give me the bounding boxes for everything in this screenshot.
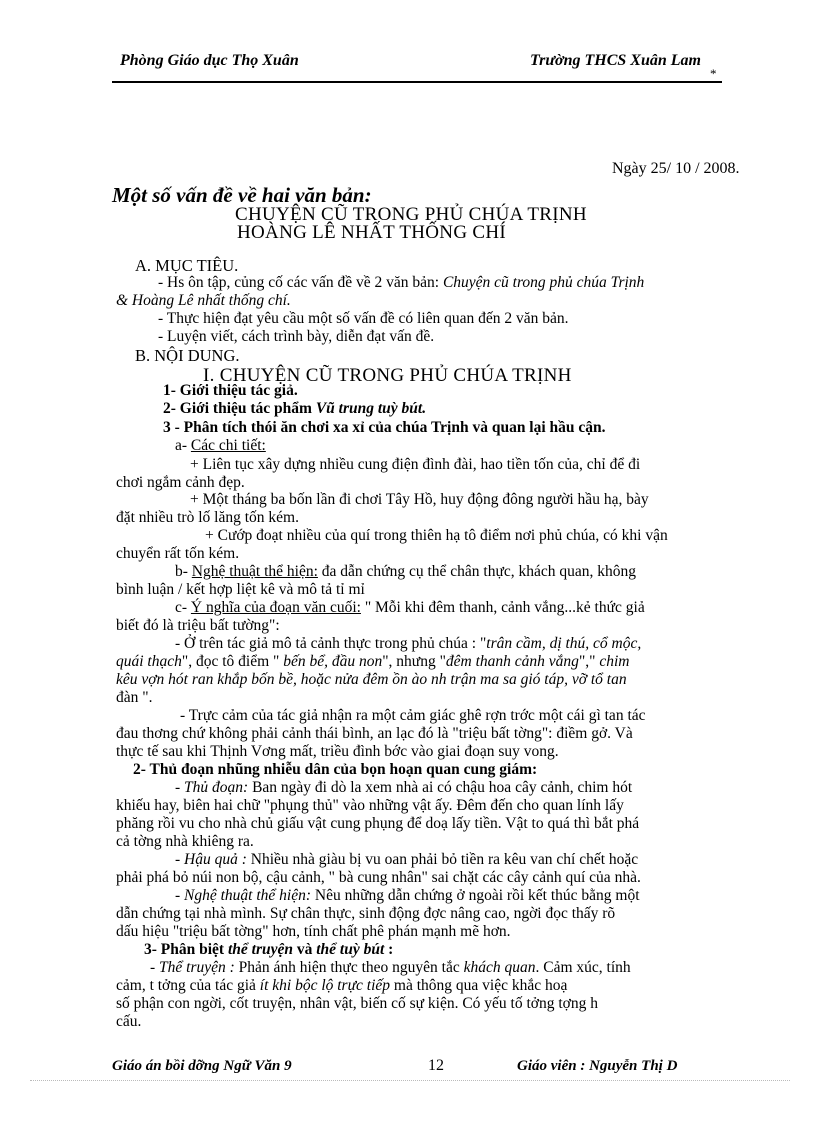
- footer-right: Giáo viên : Nguyễn Thị D: [517, 1058, 678, 1074]
- item-c-p2-line3: thực tế sau khi Thịnh Vơng mất, triều đình bớc vào giai đoạn suy vong.: [116, 743, 559, 760]
- header-rule: [112, 81, 722, 83]
- section-a-p1-cont: & Hoàng Lê nhất thống chí.: [116, 292, 291, 309]
- item-a-heading: a- Các chi tiết:: [175, 437, 266, 454]
- section-2-p2: - Hậu quả : Nhiều nhà giàu bị vu oan phải bỏ tiền ra kêu van chí chết hoặc: [175, 851, 639, 868]
- item-1: 1- Giới thiệu tác giả.: [163, 382, 298, 399]
- header-star: *: [710, 66, 717, 81]
- section-b-title: B. NỘI DUNG.: [135, 346, 240, 365]
- footer-dotted-rule: [30, 1080, 790, 1081]
- item-b-cont: bình luận / kết hợp liệt kê và mô tả tỉ mỉ: [116, 581, 365, 598]
- section-3-p1-line4: cấu.: [116, 1013, 142, 1030]
- date: Ngày 25/ 10 / 2008.: [612, 160, 740, 177]
- section-3-p1-line2: cảm, t tởng của tác giả ít khi bộc lộ trực tiếp mà thông qua việc khắc hoạ: [116, 977, 568, 994]
- footer-left: Giáo án bồi dỡng Ngữ Văn 9: [112, 1058, 292, 1074]
- item-c-heading: c- Ý nghĩa của đoạn văn cuối: " Mỗi khi đêm thanh, cảnh vắng...kẻ thức giả: [175, 599, 645, 616]
- item-b-heading: b- Nghệ thuật thể hiện: đa dẫn chứng cụ thể chân thực, khách quan, không: [175, 563, 637, 580]
- header-school-name: Trường THCS Xuân Lam: [530, 52, 701, 69]
- item-c-p1-line3: kêu vợn hót ran khắp bốn bề, hoặc nửa đêm ồn ào nh trận ma sa gió táp, vỡ tổ tan: [116, 671, 627, 688]
- section-2-p3-line2: dẫn chứng tại nhà mình. Sự chân thực, sinh động đợc nâng cao, ngời đọc thấy rõ: [116, 905, 616, 922]
- main-heading: Một số vấn đề về hai văn bản:: [112, 183, 372, 207]
- page-number: 12: [428, 1057, 444, 1074]
- section-3-p1-line3: số phận con ngời, cốt truyện, nhân vật, biến cố sự kiện. Có yếu tố tởng tợng h: [116, 995, 598, 1012]
- title-line-2: HOÀNG LÊ NHẤT THỐNG CHÍ: [237, 222, 507, 243]
- section-2-p1: - Thủ đoạn: Ban ngày đi dò la xem nhà ai có chậu hoa cây cảnh, chim hót: [175, 779, 633, 796]
- section-2-p1-line4: cả tờng nhà khiêng ra.: [116, 833, 254, 850]
- section-3-p1: - Thể truyện : Phản ánh hiện thực theo nguyên tắc khách quan. Cảm xúc, tính: [150, 959, 631, 976]
- item-c-p2: - Trực cảm của tác giả nhận ra một cảm giác ghê rợn trớc một cái gì tan tác: [180, 707, 646, 724]
- item-c-p1: - Ở trên tác giả mô tả cảnh thực trong phủ chúa : "trân cầm, dị thú, cổ mộc,: [175, 635, 642, 652]
- section-2-title: 2- Thủ đoạn nhũng nhiễu dân của bọn hoạn quan cung giám:: [133, 761, 538, 778]
- item-a-2: + Một tháng ba bốn lần đi chơi Tây Hồ, huy động đông người hầu hạ, bày: [190, 491, 649, 508]
- title-line-1: CHUYỆN CŨ TRONG PHỦ CHÚA TRỊNH: [235, 204, 587, 225]
- item-a-3-cont: chuyển rất tốn kém.: [116, 545, 240, 562]
- section-a-p1: - Hs ôn tập, củng cố các vấn đề về 2 văn bản: Chuyện cũ trong phủ chúa Trịnh: [158, 274, 645, 291]
- item-a-1-cont: chơi ngắm cảnh đẹp.: [116, 474, 245, 491]
- item-c-p1-line2: quái thạch", đọc tô điểm " bến bể, đầu non", nhưng "đêm thanh cảnh vắng"," chim: [116, 653, 630, 670]
- item-c-cont: biết đó là triệu bất tường":: [116, 617, 280, 634]
- item-c-p1-line4: đàn ".: [116, 689, 153, 706]
- section-a-p2: - Thực hiện đạt yêu cầu một số vấn đề có liên quan đến 2 văn bản.: [158, 310, 569, 327]
- item-a-1: + Liên tục xây dựng nhiều cung điện đình đài, hao tiền tốn của, chỉ để đi: [190, 456, 641, 473]
- section-2-p2-line2: phải phá bỏ núi non bộ, cậu cảnh, " bà cung nhân" sai chặt các cây cảnh quí của nhà.: [116, 869, 641, 886]
- item-2: 2- Giới thiệu tác phẩm Vũ trung tuỳ bút.: [163, 400, 427, 417]
- section-a-title: A. MỤC TIÊU.: [135, 256, 239, 275]
- subsection-1-title: I. CHUYỆN CŨ TRONG PHỦ CHÚA TRỊNH: [203, 365, 572, 386]
- item-3: 3 - Phân tích thói ăn chơi xa xỉ của chúa Trịnh và quan lại hầu cận.: [163, 419, 606, 436]
- section-a-p3: - Luyện viết, cách trình bày, diễn đạt vấn đề.: [158, 328, 435, 345]
- section-2-p1-line2: khiếu hay, biên hai chữ "phụng thủ" vào những vật ấy. Đêm đến cho quan lính lấy: [116, 797, 624, 814]
- section-2-p3-line3: dấu hiệu "triệu bất tờng" hơn, tính chất phê phán mạnh mẽ hơn.: [116, 923, 511, 940]
- item-a-2-cont: đặt nhiều trò lố lăng tốn kém.: [116, 509, 299, 526]
- item-a-3: + Cướp đoạt nhiều của quí trong thiên hạ tô điểm nơi phủ chúa, có khi vận: [205, 527, 668, 544]
- item-c-p2-line2: đau thơng chứ không phải cảnh thái bình, an lạc đó là "triệu bất tờng": điềm gở. Và: [116, 725, 633, 742]
- section-2-p3: - Nghệ thuật thể hiện: Nêu những dẫn chứng ở ngoài rồi kết thúc bằng một: [175, 887, 640, 904]
- section-2-p1-line3: phăng rồi vu cho nhà chủ giấu vật cung phụng để doạ lấy tiền. Vật to quá thì bắt phá: [116, 815, 640, 832]
- header-school-office: Phòng Giáo dục Thọ Xuân: [120, 52, 299, 69]
- section-3-title: 3- Phân biệt thể truyện và thể tuỳ bút :: [144, 941, 394, 958]
